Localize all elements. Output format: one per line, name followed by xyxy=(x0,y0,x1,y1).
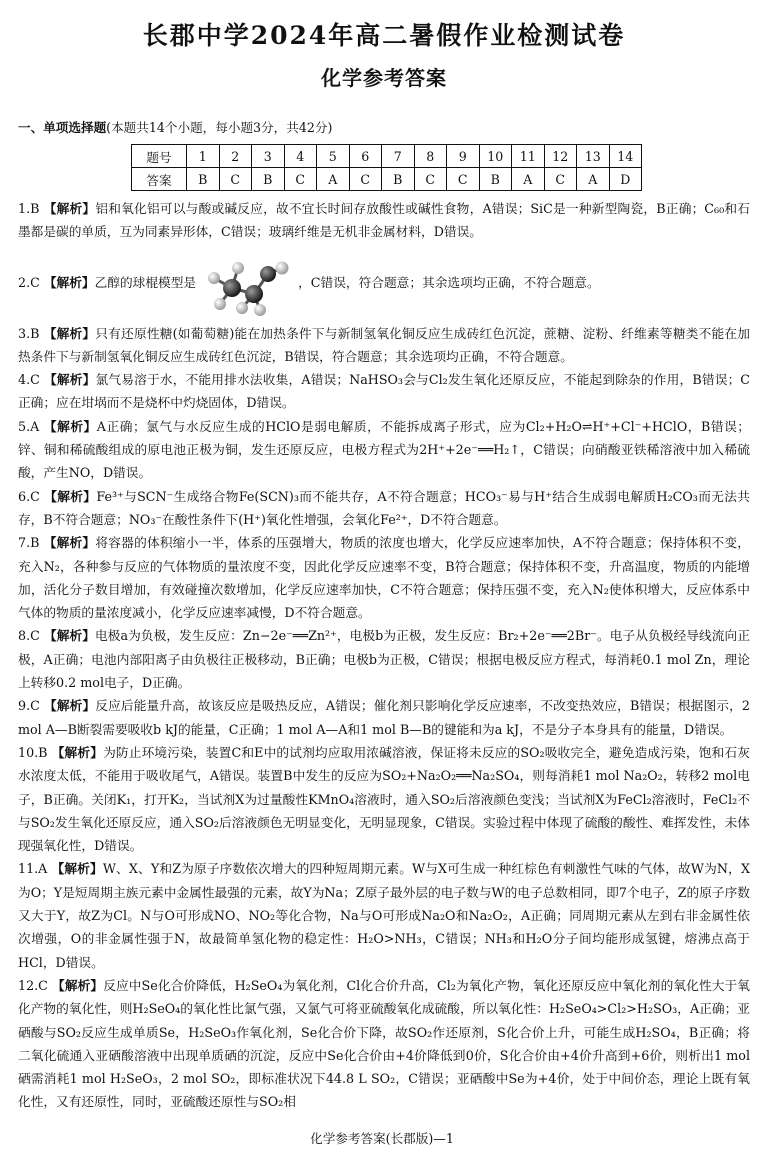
question-number: 6.C xyxy=(18,488,40,504)
answer-table-number-row xyxy=(132,145,642,168)
hydrogen-atom xyxy=(208,272,220,284)
table-cell: C xyxy=(447,168,480,191)
hydrogen-atom xyxy=(276,261,289,274)
table-row-label: 题号 xyxy=(132,145,187,168)
page-title: 长郡中学2024年高二暑假作业检测试卷 xyxy=(142,21,626,50)
explanation-text: 乙醇的球棍模型是 xyxy=(94,275,197,291)
analysis-tag: 【解析】 xyxy=(43,418,97,434)
table-cell: 2 xyxy=(219,145,252,168)
page-footer: 化学参考答案(长郡版)—1 xyxy=(310,1131,454,1146)
hydrogen-atom xyxy=(236,302,248,314)
question-number: 9.C xyxy=(18,698,40,714)
explanation-text: A正确；氯气与水反应生成的HClO是弱电解质，不能拆成离子形式，应为Cl₂+H₂O⇌H⁺+Cl⁻+HClO，B错误；锌、铜和稀硫酸组成的原电池正极为铜，发生还原反应，电极方程式为2H⁺+2e⁻══H₂↑，C错误；向硝酸亚铁稀溶液中加入稀硫酸，产生NO，D错误。 xyxy=(18,418,750,481)
table-cell: B xyxy=(187,168,220,191)
table-cell: 10 xyxy=(479,145,512,168)
question-number: 1.B xyxy=(18,201,40,216)
explanation-text: 铝和氧化铝可以与酸或碱反应，故不宜长时间存放酸性或碱性食物，A错误；SiC是一种新型陶瓷，B正确；C₆₀和石墨都是碳的单质，互为同素异形体，C错误；玻璃纤维是无机非金属材料，D错误。 xyxy=(18,201,750,240)
question-explanation xyxy=(18,857,750,973)
table-cell: C xyxy=(544,168,577,191)
explanation-text: 反应后能量升高，故该反应是吸热反应，A错误；催化剂只影响化学反应速率，不改变热效应，B错误；根据图示，2 mol A—B断裂需要吸收b kJ的能量，C正确；1 mol A—A和1 mol B—B的键能和为a kJ，不是分子本身具有的能量，D错误。 xyxy=(18,698,750,737)
table-cell: 14 xyxy=(609,145,642,168)
question-explanation xyxy=(18,974,750,1114)
table-cell: C xyxy=(284,168,317,191)
carbon-atom xyxy=(245,285,263,303)
table-cell: 5 xyxy=(317,145,350,168)
question-explanation xyxy=(18,322,750,369)
explanation-text: 反应中Se化合价降低，H₂SeO₄为氧化剂，Cl化合价升高，Cl₂为氧化产物，氧化还原反应中氧化剂的氧化性大于氧化产物的氧化性，则H₂SeO₄的氧化性比氯气强，又氯气可将亚硫酸氧化成硫酸，所以氧化性：H₂SeO₄>Cl₂>H₂SO₃，A正确；亚硒酸与SO₂反应生成单质Se，H₂SeO₃作氧化剂，Se化合价下降，故SO₂作还原剂，S化合价上升，可能生成H₂SO₄，B正确；将二氧化硫通入亚硒酸溶液中出现单质硒的沉淀，反应中Se化合价由+4价降低到0价，S化合价由+4价升高到+6价，则析出1 mol硒需消耗1 mol H₂SeO₃，2 mol SO₂，即标准状况下44.8 L SO₂，C错误；亚硒酸中Se为+4价，处于中间价态，理论上既有氧化性，又有还原性，同时，亚硫酸还原性与SO₂相 xyxy=(18,977,750,1110)
table-row-label: 答案 xyxy=(132,168,187,191)
question-number: 10.B xyxy=(18,744,48,760)
question-number: 11.A xyxy=(18,861,48,877)
table-cell: A xyxy=(577,168,610,191)
explanation-text: 只有还原性糖(如葡萄糖)能在加热条件下与新制氢氧化铜反应生成砖红色沉淀，蔗糖、淀粉、纤维素等糖类不能在加热条件下与新制氢氧化铜反应生成砖红色沉淀，B错误，符合题意；其余选项均正确，不符合题意。 xyxy=(18,325,750,364)
carbon-atom xyxy=(223,279,241,297)
table-cell: 8 xyxy=(414,145,447,168)
table-cell: 1 xyxy=(187,145,220,168)
table-cell: C xyxy=(414,168,447,191)
question-number: 7.B xyxy=(18,535,40,551)
table-cell: D xyxy=(609,168,642,191)
hydrogen-atom xyxy=(214,298,226,310)
question-explanation xyxy=(18,415,750,485)
answer-table-answer-row xyxy=(132,168,642,191)
explanation-text: W、X、Y和Z为原子序数依次增大的四种短周期元素。W与X可生成一种红棕色有刺激性气味的气体，故W为N，X为O；Y是短周期主族元素中金属性最强的元素，故Y为Na；Z原子最外层的电子数与W的电子总数相同，即7个电子，Z的原子序数又大于Y，故Z为Cl。N与O可形成NO、NO₂等化合物，Na与O可形成Na₂O和Na₂O₂，A正确；同周期元素从左到右非金属性依次增强，O的非金属性强于N，故最简单氢化物的稳定性：H₂O>NH₃，C错误；NH₃和H₂O分子间均能形成氢键，熔沸点高于HCl，D错误。 xyxy=(18,861,751,970)
question-explanation xyxy=(18,531,750,624)
analysis-tag: 【解析】 xyxy=(43,628,95,644)
analysis-tag: 【解析】 xyxy=(44,698,96,714)
analysis-tag: 【解析】 xyxy=(52,977,104,993)
question-number: 8.C xyxy=(18,628,40,644)
table-cell: 7 xyxy=(382,145,415,168)
answer-table xyxy=(131,144,642,191)
analysis-tag: 【解析】 xyxy=(43,275,95,291)
analysis-tag: 【解析】 xyxy=(44,488,97,504)
explanation-text: 为防止环境污染，装置C和E中的试剂均应取用浓碱溶液，保证将未反应的SO₂吸收完全，避免造成污染，饱和石灰水浓度太低，不能用于吸收尾气，A错误。装置B中发生的反应为SO₂+Na₂O₂══Na₂SO₄，则每消耗1 mol Na₂O₂，转移2 mol电子，B正确。关闭K₁，打开K₂，当试剂X为过量酸性KMnO₄溶液时，通入SO₂后溶液颜色变浅；当试剂X为FeCl₂溶液时，FeCl₂不与SO₂发生氧化还原反应，通入SO₂后溶液颜色无明显变化，无明显现象，C错误。实验过程中体现了硫酸的酸性、难挥发性，未体现强氧化性，D错误。 xyxy=(18,744,750,854)
table-cell: 3 xyxy=(252,145,285,168)
table-cell: 4 xyxy=(284,145,317,168)
question-explanation xyxy=(18,197,750,244)
explanation-text: 氯气易溶于水，不能用排水法收集，A错误；NaHSO₃会与Cl₂发生氧化还原反应，不能起到除杂的作用，B错误；C正确；应在坩埚而不是烧杯中灼烧固体，D错误。 xyxy=(18,372,751,411)
question-number: 2.C xyxy=(18,275,40,291)
explanation-text: 电极a为负极，发生反应：Zn−2e⁻══Zn²⁺，电极b为正极，发生反应：Br₂+2e⁻══2Br⁻。电子从负极经导线流向正极，A正确；电池内部阳离子由负极往正极移动，B正确；电极b为正极，C错误；根据电极反应方程式，每消耗0.1 mol Zn，理论上转移0.2 mol电子，D正确。 xyxy=(18,628,751,691)
question-number: 3.B xyxy=(18,325,40,341)
question-explanation xyxy=(18,741,750,857)
question-explanation xyxy=(18,244,750,322)
explanation-text: Fe³⁺与SCN⁻生成络合物Fe(SCN)₃而不能共存，A不符合题意；HCO₃⁻易与H⁺结合生成弱电解质H₂CO₃而无法共存，B不符合题意；NO₃⁻在酸性条件下(H⁺)氧化性增强，会氧化Fe²⁺，D不符合题意。 xyxy=(18,488,750,527)
question-number: 5.A xyxy=(18,418,40,434)
question-explanation xyxy=(18,485,750,532)
table-cell: 12 xyxy=(544,145,577,168)
table-cell: 11 xyxy=(512,145,545,168)
analysis-tag: 【解析】 xyxy=(43,535,96,551)
question-number: 4.C xyxy=(18,372,40,388)
oxygen-atom xyxy=(260,266,276,282)
question-explanation xyxy=(18,368,750,415)
table-cell: B xyxy=(382,168,415,191)
hydrogen-atom xyxy=(232,262,244,274)
page-subtitle: 化学参考答案 xyxy=(321,66,447,90)
analysis-tag: 【解析】 xyxy=(51,861,103,877)
question-explanation xyxy=(18,624,750,694)
analysis-tag: 【解析】 xyxy=(43,325,96,341)
explanation-text: ，C错误，符合题意；其余选项均正确，不符合题意。 xyxy=(298,275,600,291)
table-cell: 6 xyxy=(349,145,382,168)
question-number: 12.C xyxy=(18,977,48,993)
table-cell: A xyxy=(317,168,350,191)
section-heading xyxy=(18,117,750,136)
table-cell: 13 xyxy=(577,145,610,168)
analysis-tag: 【解析】 xyxy=(51,744,104,760)
table-cell: B xyxy=(479,168,512,191)
analysis-tag: 【解析】 xyxy=(43,201,96,216)
hydrogen-atom xyxy=(254,304,266,316)
table-cell: A xyxy=(512,168,545,191)
table-cell: C xyxy=(349,168,382,191)
table-cell: 9 xyxy=(447,145,480,168)
question-explanation xyxy=(18,694,750,741)
explanation-text: 将容器的体积缩小一半，体系的压强增大，物质的浓度也增大，化学反应速率加快，A不符合题意；保持体积不变，充入N₂，各种参与反应的气体物质的量浓度不变，因此化学反应速率不变，B符合题意；保持体积不变，升高温度，物质的内能增加，活化分子数目增加，有效碰撞次数增加，化学反应速率加快，C不符合题意；保持压强不变，充入N₂使体积增大，反应体系中气体的物质的量浓度减小，化学反应速率减慢，D不符合题意。 xyxy=(18,535,750,621)
ethanol-ball-stick-model-image xyxy=(198,248,296,318)
section-title: 一、单项选择题 xyxy=(18,120,107,135)
table-cell: B xyxy=(252,168,285,191)
section-note: (本题共14个小题，每小题3分，共42分) xyxy=(106,120,333,135)
table-cell: C xyxy=(219,168,252,191)
analysis-tag: 【解析】 xyxy=(44,372,96,388)
